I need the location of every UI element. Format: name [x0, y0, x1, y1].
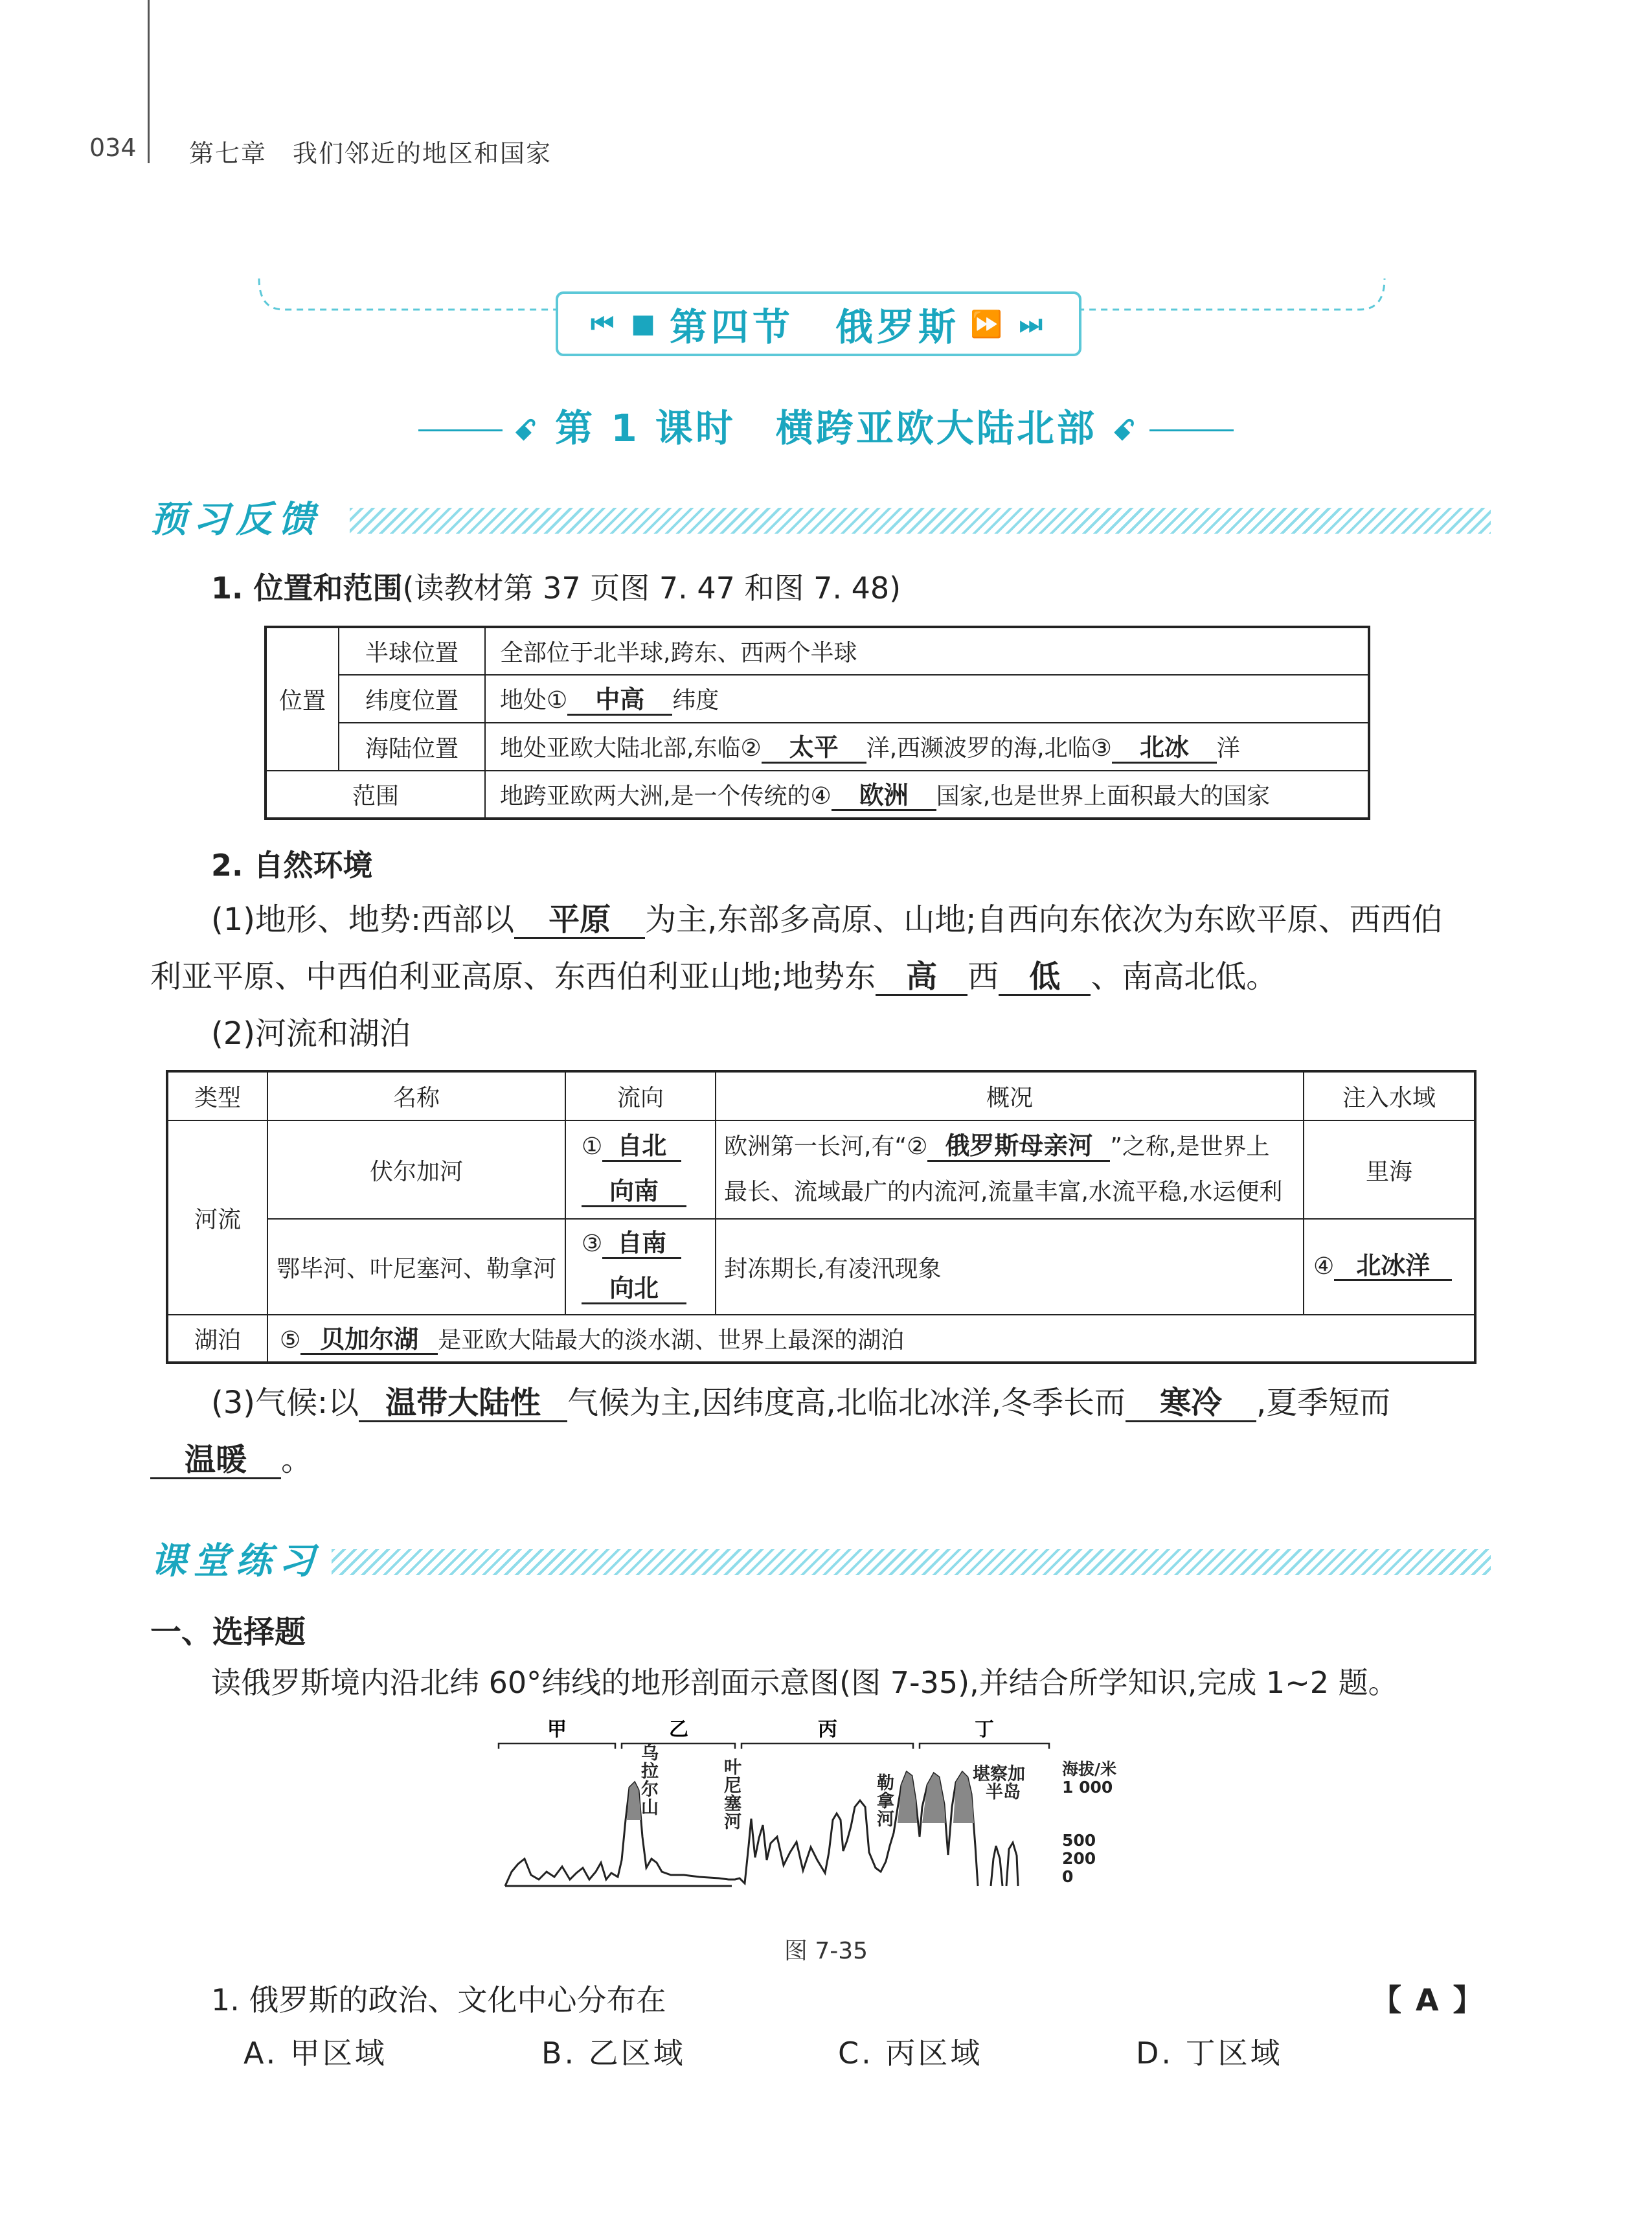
- siberia-outlet: [1304, 1219, 1475, 1315]
- feature-ural-2: 拉: [641, 1762, 659, 1782]
- ytick-500: 500: [1062, 1831, 1096, 1850]
- blank-north-ocean: 北冰: [1112, 734, 1217, 764]
- blank-siberia-dir2: 向北: [582, 1275, 686, 1304]
- scope-value: [485, 771, 1369, 819]
- terrain-line-1: [211, 900, 1493, 939]
- region-label-yi: 乙: [669, 1718, 688, 1741]
- th-overview: 概况: [716, 1071, 1304, 1120]
- row-value-latitude: [485, 675, 1369, 723]
- header-divider: [148, 0, 150, 163]
- blank-volga-dir2: 向南: [582, 1178, 686, 1207]
- option-a[interactable]: A. 甲区域: [243, 2036, 387, 2071]
- volga-desc-line1: [724, 1124, 1302, 1170]
- region-label-jia: 甲: [547, 1718, 567, 1741]
- climate-line-2: [150, 1440, 312, 1479]
- feature-ural-1: 乌: [641, 1743, 659, 1764]
- volga-name: 伏尔加河: [267, 1120, 565, 1219]
- blank-lake: 贝加尔湖: [300, 1326, 438, 1356]
- climate-a: (3)气候:以: [211, 1385, 359, 1421]
- region-label-ding: 丁: [975, 1718, 994, 1741]
- region-brackets: [499, 1743, 1049, 1749]
- region-label-bing: 丙: [818, 1718, 837, 1741]
- volga-outlet: 里海: [1304, 1120, 1475, 1219]
- volga-dir-num: ①: [582, 1133, 603, 1160]
- q1-note: (读教材第 37 页图 7. 47 和图 7. 48): [402, 571, 901, 606]
- intro-text: 读俄罗斯境内沿北纬 60°纬线的地形剖面示意图(图 7-35),并结合所学知识,完成 1~2 题。: [211, 1665, 1398, 1700]
- bracket-left: 【: [1372, 1982, 1416, 2017]
- table1-group-label: 位置: [266, 627, 339, 771]
- th-outlet: 注入水域: [1304, 1071, 1475, 1120]
- bracket-right: 】: [1453, 1982, 1497, 2017]
- practice-hatch-bar: [332, 1549, 1491, 1575]
- feature-ural-3: 尔: [641, 1780, 659, 1800]
- region-bracket-1: [499, 1743, 615, 1749]
- siberia-rivers-name: 鄂毕河、叶尼塞河、勒拿河: [267, 1219, 565, 1315]
- rivers-table: [166, 1070, 1477, 1364]
- latitude-pre: 地处①: [500, 687, 568, 714]
- climate-d: 。: [281, 1442, 313, 1478]
- terrain-line-2: [150, 957, 1497, 996]
- region-bracket-3: [741, 1743, 913, 1749]
- blank-summer: 温暖: [150, 1443, 281, 1479]
- blank-west-terrain: 平原: [514, 903, 645, 939]
- scope-label: 范围: [266, 771, 485, 819]
- volga-desc-post: ”之称,是世界上: [1110, 1133, 1270, 1160]
- volga-desc-pre: 欧洲第一长河,有“②: [724, 1133, 928, 1160]
- blank-siberia-outlet: 北冰洋: [1334, 1253, 1452, 1282]
- chapter-title: 第七章 我们邻近的地区和国家: [189, 139, 552, 168]
- location-table: [264, 626, 1370, 820]
- feature-yenisei-3: 塞: [724, 1794, 741, 1814]
- row-value-sea-land: [485, 723, 1369, 771]
- preview-heading: 预习反馈: [150, 499, 321, 541]
- answer-bracket: [1372, 1981, 1497, 2019]
- lake-num: ⑤: [280, 1326, 301, 1354]
- lesson-title-row: [0, 398, 1652, 452]
- terrain-c: 利亚平原、中西伯利亚高原、东西伯利亚山地;地势东: [150, 959, 876, 995]
- page-number: 034: [89, 133, 137, 162]
- scope-pre: 地跨亚欧两大洲,是一个传统的④: [500, 782, 832, 810]
- ytick-1000: 1 000: [1062, 1778, 1113, 1797]
- practice-heading: 课堂练习: [150, 1540, 321, 1582]
- blank-latitude: 中高: [567, 687, 672, 716]
- blank-volga-dir1: 自北: [602, 1133, 681, 1162]
- title-rule-right: [1149, 429, 1234, 431]
- region-bracket-2: [622, 1743, 735, 1749]
- siberia-dir-line2: [582, 1267, 714, 1312]
- y-axis-label: 海拔/米: [1062, 1760, 1117, 1778]
- q1-title-row: [211, 569, 901, 608]
- blank-volga-nickname: 俄罗斯母亲河: [927, 1133, 1110, 1162]
- q1-title: 1. 位置和范围: [211, 571, 403, 606]
- rivers-subtitle: (2)河流和湖泊: [211, 1016, 411, 1052]
- sea-land-pre: 地处亚欧大陆北部,东临②: [500, 735, 762, 762]
- row-label-latitude: 纬度位置: [339, 675, 485, 723]
- section-banner: [556, 291, 1081, 356]
- siberia-outlet-num: ④: [1313, 1253, 1335, 1280]
- th-name: 名称: [267, 1071, 565, 1120]
- siberia-dir-num: ③: [582, 1231, 603, 1257]
- q2-title: [211, 846, 373, 885]
- river-label: 河流: [167, 1120, 267, 1315]
- th-direction: 流向: [565, 1071, 716, 1120]
- sea-land-post: 洋: [1216, 735, 1240, 762]
- title-rule-left: [418, 429, 503, 431]
- terrain-d: 西: [967, 959, 999, 995]
- siberia-direction: [565, 1219, 716, 1315]
- option-d[interactable]: D. 丁区域: [1136, 2036, 1283, 2071]
- volga-direction: [565, 1120, 716, 1219]
- forward-icon: ⏩ ⏭: [970, 309, 1047, 339]
- rewind-icon: ⏮ ■: [591, 309, 659, 339]
- blank-east-ocean: 太平: [762, 734, 866, 764]
- row-label-sea-land: 海陆位置: [339, 723, 485, 771]
- scope-post: 国家,也是世界上面积最大的国家: [936, 782, 1271, 810]
- volga-dir-line1: [582, 1124, 714, 1170]
- lesson-title: 第 1 课时 横跨亚欧大陆北部: [555, 406, 1097, 450]
- option-c[interactable]: C. 丙区域: [838, 2036, 983, 2071]
- blank-siberia-dir1: 自南: [602, 1230, 681, 1259]
- feature-yenisei-1: 叶: [724, 1758, 741, 1778]
- option-b[interactable]: B. 乙区域: [541, 2036, 686, 2071]
- ytick-200: 200: [1062, 1849, 1096, 1868]
- lake-row: [267, 1315, 1475, 1363]
- latitude-post: 纬度: [672, 687, 719, 714]
- preview-hatch-bar: [350, 508, 1491, 534]
- feature-kamchatka-2: 半岛: [986, 1782, 1021, 1802]
- th-type: 类型: [167, 1071, 267, 1120]
- terrain-e: 、南高北低。: [1091, 959, 1278, 995]
- figure-caption: 图 7-35: [784, 1938, 868, 1964]
- ornament-right-icon: ꗃ: [1113, 414, 1138, 448]
- climate-line-1: [211, 1383, 1500, 1422]
- volga-desc-line2: 最长、流域最广的内流河,流量丰富,水流平稳,水运便利: [724, 1179, 1283, 1205]
- blank-west-height: 低: [999, 960, 1091, 996]
- terrain-b: 为主,东部多高原、山地;自西向东依次为东欧平原、西西伯: [645, 902, 1443, 938]
- ornament-left-icon: ꗃ: [514, 414, 539, 448]
- blank-climate-type: 温带大陆性: [359, 1386, 567, 1422]
- volga-overview: [716, 1120, 1304, 1219]
- question-1-stem: 1. 俄罗斯的政治、文化中心分布在: [211, 1982, 666, 2017]
- siberia-dir-line1: [582, 1221, 714, 1267]
- feature-lena-2: 拿: [877, 1791, 894, 1811]
- q2-title-text: 2. 自然环境: [211, 848, 373, 883]
- climate-b: 气候为主,因纬度高,北临北冰洋,冬季长而: [567, 1385, 1126, 1421]
- lake-post: 是亚欧大陆最大的淡水湖、世界上最深的湖泊: [438, 1326, 905, 1354]
- terrain-a: (1)地形、地势:西部以: [211, 902, 515, 938]
- siberia-overview: 封冻期长,有凌汛现象: [716, 1219, 1304, 1315]
- row-value-hemisphere: 全部位于北半球,跨东、西两个半球: [485, 627, 1369, 675]
- volga-dir-line2: [582, 1170, 714, 1215]
- blank-east-height: 高: [876, 960, 967, 996]
- ytick-0: 0: [1062, 1867, 1074, 1886]
- feature-yenisei-4: 河: [724, 1812, 741, 1832]
- sea-land-mid: 洋,西濒波罗的海,北临③: [866, 735, 1112, 762]
- region-bracket-4: [920, 1743, 1049, 1749]
- feature-ural-4: 山: [641, 1798, 659, 1818]
- blank-continent: 欧洲: [832, 782, 936, 812]
- row-label-hemisphere: 半球位置: [339, 627, 485, 675]
- feature-lena-1: 勒: [877, 1773, 894, 1793]
- lake-label: 湖泊: [167, 1315, 267, 1363]
- answer-1: A: [1416, 1982, 1453, 2017]
- part-title: 一、选择题: [150, 1614, 306, 1650]
- feature-lena-3: 河: [877, 1810, 894, 1830]
- terrain-profile-chart: [492, 1710, 1153, 1898]
- feature-kamchatka-1: 堪察加: [973, 1764, 1025, 1784]
- section-title: 第四节 俄罗斯: [669, 305, 960, 349]
- kamchatka-profile: [991, 1843, 1018, 1886]
- feature-yenisei-2: 尼: [724, 1776, 741, 1796]
- climate-c: ,夏季短而: [1256, 1385, 1391, 1421]
- blank-winter: 寒冷: [1126, 1386, 1256, 1422]
